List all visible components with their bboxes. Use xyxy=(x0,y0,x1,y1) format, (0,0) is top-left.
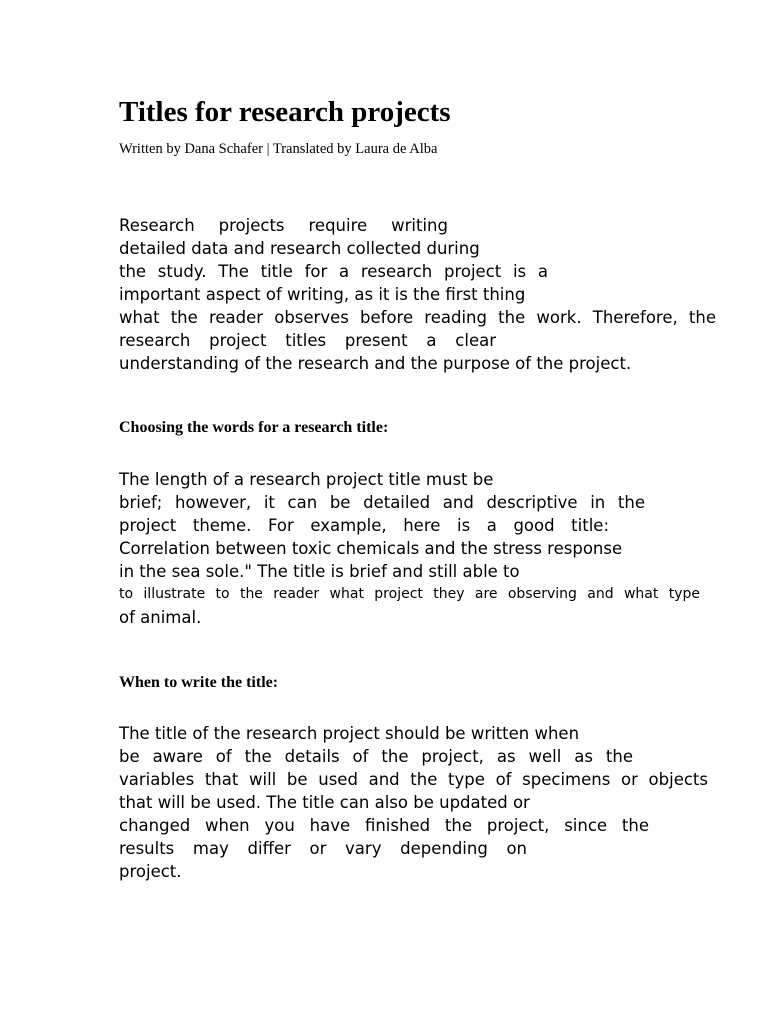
section-line: of animal. xyxy=(119,608,202,627)
section-line: Correlation between toxic chemicals and the stress response xyxy=(119,539,623,558)
section-line: changed when you have finished the project, since the xyxy=(119,816,649,835)
section-line: that will be used. The title can also be updated or xyxy=(119,793,530,812)
intro-line: what the reader observes before reading the work. Therefore, the xyxy=(119,308,716,327)
section-line: project. xyxy=(119,862,182,881)
section-line: project theme. For example, here is a good title: xyxy=(119,516,609,535)
section-heading: Choosing the words for a research title: xyxy=(119,419,389,436)
intro-line: Research projects require writing xyxy=(119,216,448,235)
intro-line: research project titles present a clear xyxy=(119,331,496,350)
byline: Written by Dana Schafer | Translated by Laura de Alba xyxy=(119,141,438,157)
section-line: The length of a research project title must be xyxy=(119,470,494,489)
section-paragraph xyxy=(119,468,700,629)
section-heading: When to write the title: xyxy=(119,674,279,691)
section-line: in the sea sole." The title is brief and still able to xyxy=(119,562,520,581)
section-line: be aware of the details of the project, as well as the xyxy=(119,747,633,766)
intro-line: the study. The title for a research project is a xyxy=(119,262,548,281)
intro-line: detailed data and research collected during xyxy=(119,239,480,258)
section-line: variables that will be used and the type of specimens or objects xyxy=(119,770,708,789)
section-paragraph xyxy=(119,722,708,883)
section-line: The title of the research project should be written when xyxy=(119,724,580,743)
intro-paragraph xyxy=(119,214,716,375)
section-line: to illustrate to the reader what project they are observing and what type xyxy=(119,586,700,602)
intro-line: understanding of the research and the purpose of the project. xyxy=(119,354,632,373)
section-line: brief; however, it can be detailed and descriptive in the xyxy=(119,493,645,512)
intro-line: important aspect of writing, as it is the first thing xyxy=(119,285,526,304)
page-title: Titles for research projects xyxy=(119,96,451,128)
section-line: results may differ or vary depending on xyxy=(119,839,527,858)
